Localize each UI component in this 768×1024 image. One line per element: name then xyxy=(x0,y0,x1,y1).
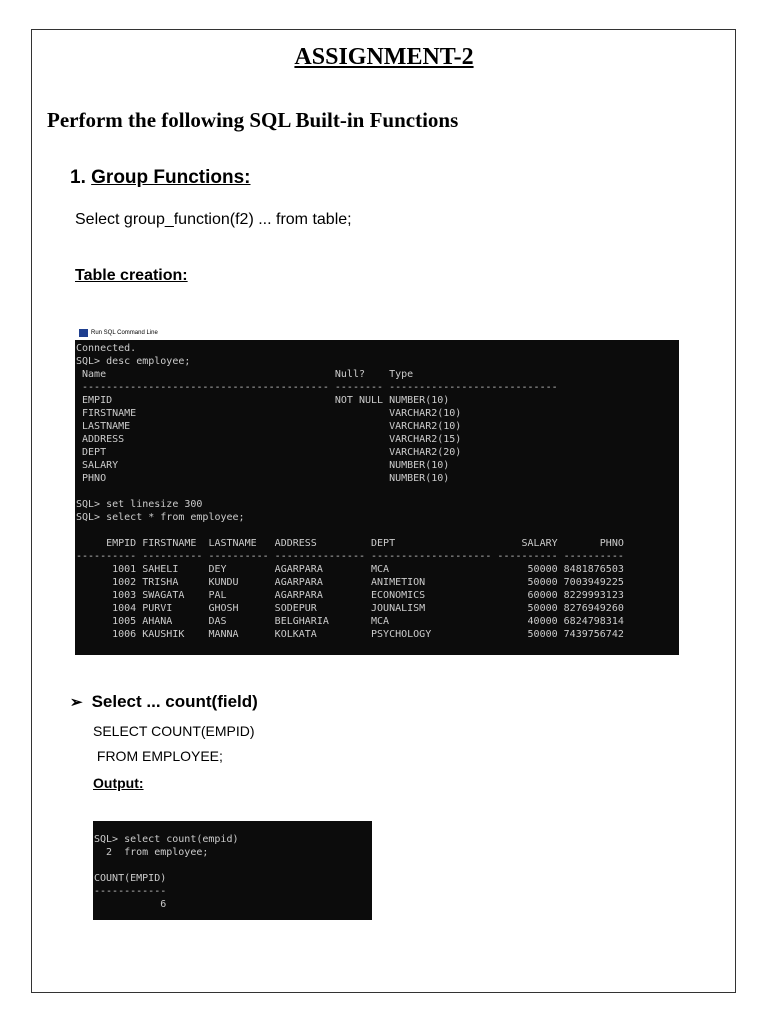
terminal-line xyxy=(94,859,372,872)
syntax-line: Select group_function(f2) ... from table; xyxy=(75,211,352,228)
count-bullet-label: Select ... count(field) xyxy=(91,692,258,711)
terminal-titlebar xyxy=(75,326,679,340)
terminal-output xyxy=(75,340,679,641)
terminal-line: EMPID NOT NULL NUMBER(10) xyxy=(76,395,450,406)
terminal-line: 1003 SWAGATA PAL AGARPARA ECONOMICS 60000 8229993123 xyxy=(76,590,624,601)
output-label: Output: xyxy=(93,775,144,791)
sql-app-icon xyxy=(79,329,88,337)
terminal-line: DEPT VARCHAR2(20) xyxy=(76,447,462,458)
terminal-line: LASTNAME VARCHAR2(10) xyxy=(76,421,462,432)
section-number: 1. xyxy=(70,167,86,188)
query-line-2: FROM EMPLOYEE; xyxy=(93,748,223,764)
terminal-line: SQL> select * from employee; xyxy=(76,512,245,523)
terminal-screenshot-desc-select xyxy=(75,326,679,655)
terminal-line: 1004 PURVI GHOSH SODEPUR JOUNALISM 50000 8276949260 xyxy=(76,603,624,614)
table-creation-label: Table creation: xyxy=(75,267,188,284)
terminal-line: FIRSTNAME VARCHAR2(10) xyxy=(76,408,462,419)
terminal-line: PHNO NUMBER(10) xyxy=(76,473,450,484)
count-bullet xyxy=(70,692,258,712)
terminal-line: ------------ xyxy=(94,886,167,897)
document-title: ASSIGNMENT-2 xyxy=(294,44,474,70)
terminal-line xyxy=(76,485,679,498)
section-label: Group Functions: xyxy=(91,167,251,188)
terminal-line: SALARY NUMBER(10) xyxy=(76,460,450,471)
terminal-line: SQL> set linesize 300 xyxy=(76,499,203,510)
section-heading xyxy=(70,167,251,189)
terminal-line: ---------- ---------- ---------- --------------- -------------------- ---------- ---------- xyxy=(76,551,624,562)
terminal-screenshot-count xyxy=(93,821,372,920)
assignment-heading: Perform the following SQL Built-in Functions xyxy=(47,108,459,132)
terminal-line: ADDRESS VARCHAR2(15) xyxy=(76,434,462,445)
arrow-bullet-icon: ➢ xyxy=(70,694,83,711)
terminal-line: 1005 AHANA DAS BELGHARIA MCA 40000 6824798314 xyxy=(76,616,624,627)
terminal-line: Connected. xyxy=(76,343,137,354)
query-line-1: SELECT COUNT(EMPID) xyxy=(93,723,255,739)
terminal-line: SQL> select count(empid) xyxy=(94,834,239,845)
terminal-line: ----------------------------------------- -------- ---------------------------- xyxy=(76,382,558,393)
terminal-line: 1006 KAUSHIK MANNA KOLKATA PSYCHOLOGY 50000 7439756742 xyxy=(76,629,624,640)
terminal-line: COUNT(EMPID) xyxy=(94,873,167,884)
terminal-line xyxy=(76,524,679,537)
terminal-window-title: Run SQL Command Line xyxy=(91,330,158,336)
terminal-output-count xyxy=(93,821,372,911)
terminal-line: EMPID FIRSTNAME LASTNAME ADDRESS DEPT SALARY PHNO xyxy=(76,538,624,549)
terminal-line: 1001 SAHELI DEY AGARPARA MCA 50000 8481876503 xyxy=(76,564,624,575)
terminal-line: 2 from employee; xyxy=(94,847,209,858)
terminal-line: SQL> desc employee; xyxy=(76,356,191,367)
terminal-line: 1002 TRISHA KUNDU AGARPARA ANIMETION 50000 7003949225 xyxy=(76,577,624,588)
terminal-line: Name Null? Type xyxy=(76,369,414,380)
terminal-line: 6 xyxy=(94,899,167,910)
